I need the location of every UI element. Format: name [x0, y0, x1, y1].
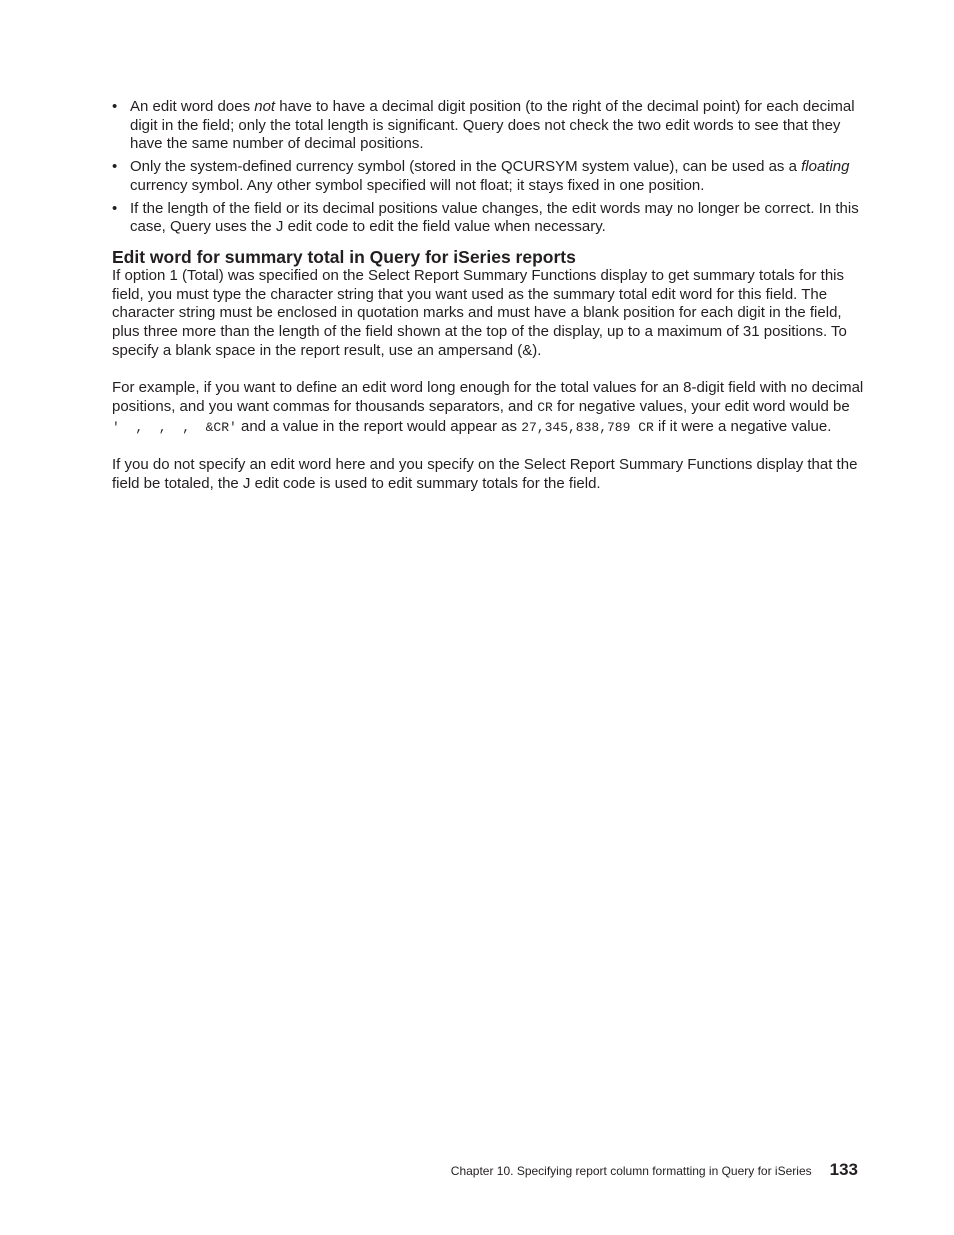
- paragraph-text: and a value in the report would appear as: [236, 417, 522, 435]
- bullet-list: [112, 98, 864, 237]
- list-item: [112, 200, 864, 237]
- page-content: [112, 98, 864, 512]
- paragraph-text: if it were a negative value.: [653, 417, 832, 435]
- paragraph-example: [112, 379, 864, 437]
- paragraph-default: If you do not specify an edit word here and you specify on the Select Report Summary Functions display that the field be totaled, the J edit code is used to edit summary totals for the field.: [112, 455, 858, 492]
- bullet-text: Only the system-defined currency symbol (stored in the QCURSYM system value), can be used as a: [130, 158, 802, 176]
- bullet-marker: •: [112, 199, 118, 217]
- code-value: 27,345,838,789 CR: [521, 419, 654, 435]
- bullet-marker: •: [112, 98, 118, 115]
- code-cr: CR: [537, 399, 553, 415]
- emphasis-text: not: [254, 98, 276, 115]
- emphasis-text: floating: [801, 158, 850, 176]
- code-edit-word: ' , , , &CR': [112, 419, 237, 435]
- section-heading: Edit word for summary total in Query for iSeries reports: [112, 246, 576, 267]
- bullet-text: An edit word does: [130, 98, 255, 115]
- list-item: [112, 158, 864, 195]
- bullet-text: have to have a decimal digit position (to the right of the decimal point) for each decimal digit in the field; only the total length is significant. Query does not check the two edit words to see that they have the same number of decimal positions.: [130, 98, 855, 153]
- paragraph-summary-total: If option 1 (Total) was specified on the Select Report Summary Functions display to get summary totals for this field, you must type the character string that you want used as the summary total edit word for this field. The character string must be enclosed in quotation marks and must have a blank position for each digit in the field, plus three more than the length of the field shown at the top of the display, up to a maximum of 31 positions. To specify a blank space in the report result, use an ampersand (&).: [112, 266, 847, 359]
- list-item: [112, 98, 864, 154]
- page-footer: [451, 1160, 858, 1180]
- footer-chapter-title: Chapter 10. Specifying report column formatting in Query for iSeries: [450, 1164, 812, 1178]
- bullet-text: If the length of the field or its decimal positions value changes, the edit words may no longer be correct. In this case, Query uses the J edit code to edit the field value when necessary.: [130, 199, 859, 236]
- paragraph-text: For example, if you want to define an edit word long enough for the total values for an 8-digit field with no decimal positions, and you want commas for thousands separators, and: [112, 379, 864, 415]
- paragraph-text: for negative values, your edit word would be: [552, 397, 850, 415]
- page-number: 133: [829, 1160, 858, 1179]
- bullet-text: currency symbol. Any other symbol specified will not float; it stays fixed in one position.: [130, 176, 705, 194]
- bullet-marker: •: [112, 158, 118, 176]
